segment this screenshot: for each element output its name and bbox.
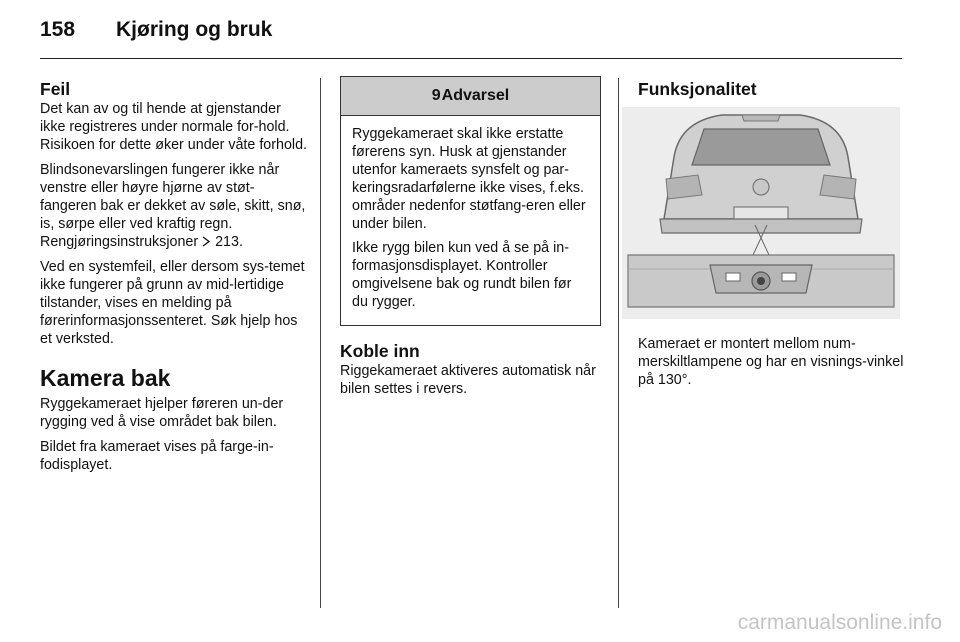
- kamera-bak-heading: Kamera bak: [40, 365, 171, 391]
- feil-paragraph-3: Ved en systemfeil, eller dersom sys-temet ikke fungerer på grunn av mid-lertidige tilstander, vises en melding på førerinformasjonssenteret. Søk hjelp hos et verksted.: [40, 259, 305, 347]
- warning-body: [341, 116, 600, 325]
- funksjonalitet-heading: Funksjonalitet: [638, 79, 757, 99]
- header-rule: [40, 58, 902, 59]
- koble-inn-paragraph: Riggekameraet aktiveres automatisk når bilen settes i revers.: [340, 363, 596, 397]
- kamera-paragraph-1: Ryggekameraet hjelper føreren un-der rygging ved å vise området bak bilen.: [40, 396, 284, 430]
- feil-heading: Feil: [40, 79, 71, 99]
- rear-camera-illustration: [622, 107, 900, 319]
- page-number: 158: [40, 18, 76, 41]
- warning-box: [340, 76, 601, 326]
- watermark: carmanualsonline.info: [737, 611, 942, 634]
- feil-paragraph-2-text: Blindsonevarslingen fungerer ikke når venstre eller høyre hjørne av støt-fangeren bak er dekket av søle, skitt, snø, is, sørpe eller ved kraftig regn. Rengjøringsinstruksjoner: [40, 162, 306, 250]
- feil-paragraph-1: Det kan av og til hende at gjenstander ikke registreres under normale for-hold. Risikoen for dette øker under våte forhold.: [40, 101, 308, 153]
- warning-triangle-icon: 9: [431, 87, 441, 104]
- page-header: [40, 18, 272, 42]
- warning-title: Advarsel: [441, 87, 510, 104]
- column-divider-right: [618, 78, 619, 608]
- page-reference[interactable]: 213.: [215, 234, 243, 250]
- warning-paragraph-1: Ryggekameraet skal ikke erstatte førerens syn. Husk at gjenstander utenfor kameraets synsfelt og par-keringsradarfølerne ikke vises, f.eks. områder nedenfor støtfang-eren eller under bilen.: [352, 126, 586, 232]
- chapter-title: Kjøring og bruk: [116, 18, 273, 41]
- figure-caption-block: [638, 335, 908, 396]
- warning-paragraph-2: Ikke rygg bilen kun ved å se på in-formasjonsdisplayet. Kontroller omgivelsene bak og rundt bilen før du rygger.: [352, 240, 572, 310]
- ref-arrow-icon: [202, 234, 211, 250]
- column-left: [40, 79, 310, 481]
- koble-inn-heading: Koble inn: [340, 341, 420, 361]
- column-middle: [340, 76, 601, 405]
- column-divider-left: [320, 78, 321, 608]
- warning-header: [341, 77, 600, 116]
- feil-paragraph-2: [40, 161, 310, 251]
- column-right: [638, 79, 908, 100]
- kamera-paragraph-2: Bildet fra kameraet vises på farge-in-fodisplayet.: [40, 439, 274, 473]
- figure-caption: Kameraet er montert mellom num-merskiltlampene og har en visnings-vinkel på 130°.: [638, 336, 904, 388]
